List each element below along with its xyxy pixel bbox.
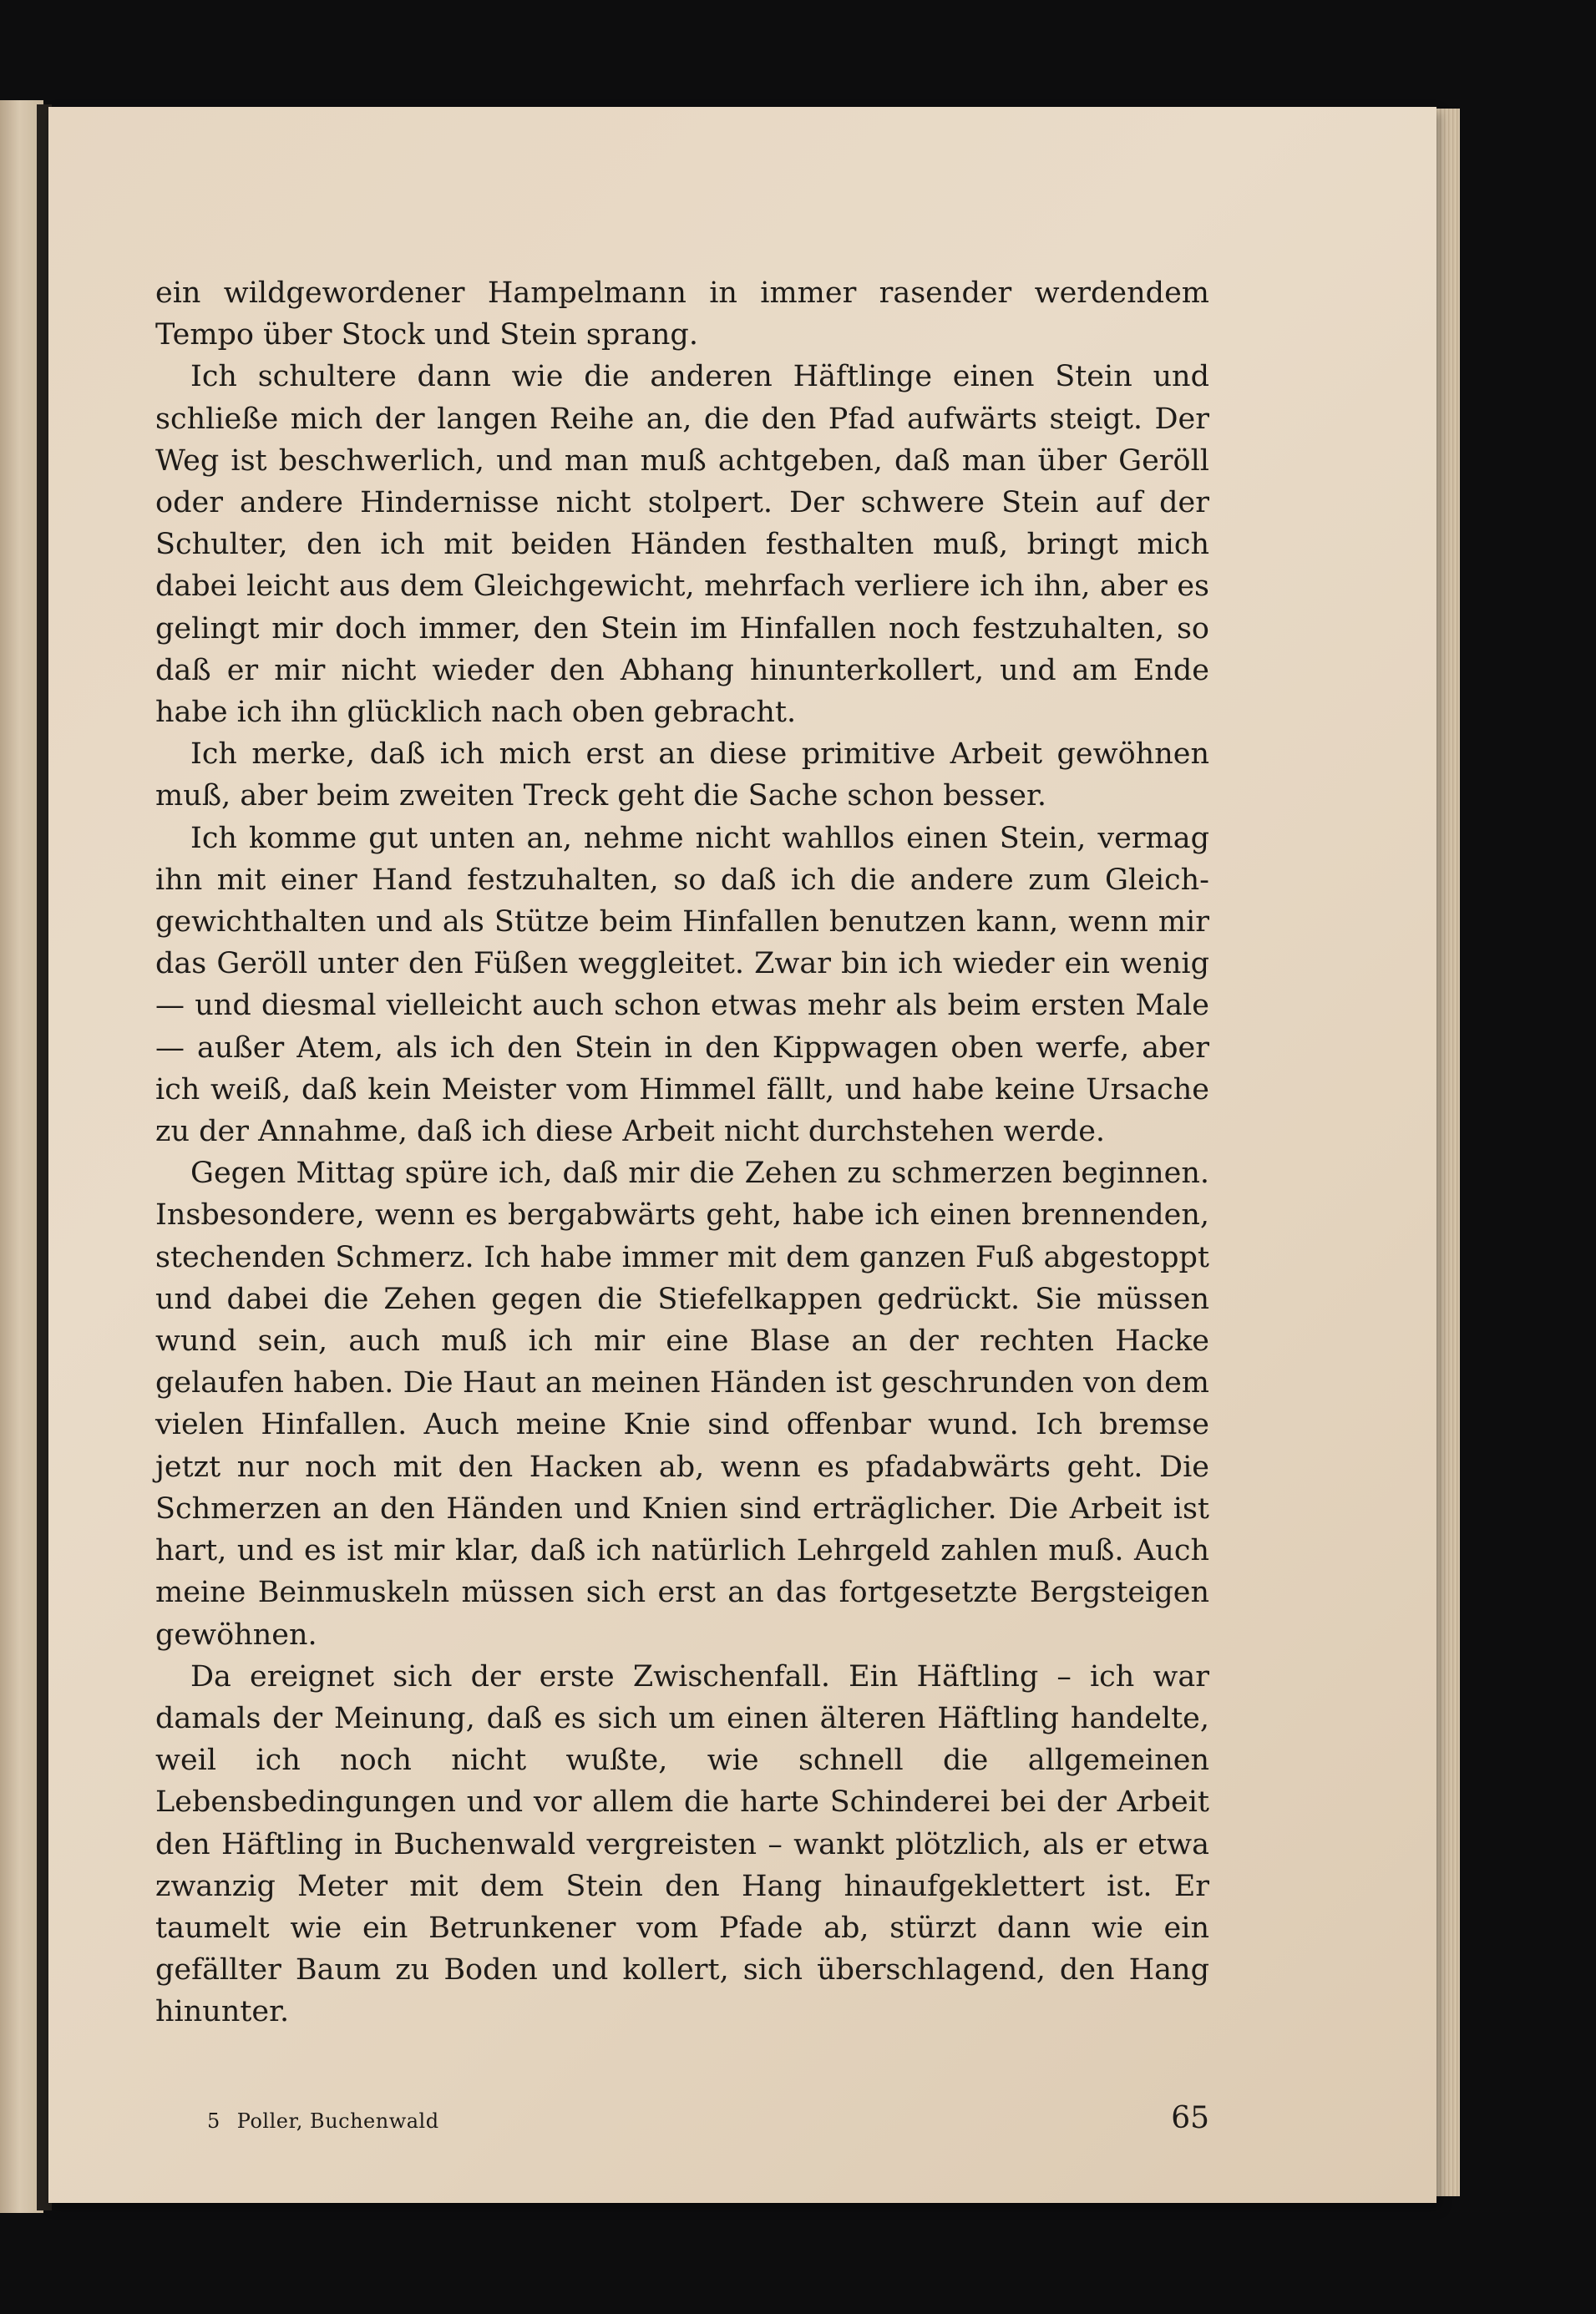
page-number: 65 <box>1171 2101 1209 2135</box>
paragraph-continued: ein wildgewordener Hampelmann in immer rasender werdendem Tempo über Stock und Stein sprang. <box>155 276 1209 352</box>
signature-number: 5 <box>207 2109 220 2133</box>
signature-title: Poller, Buchenwald <box>236 2109 439 2133</box>
paragraph: Ich merke, daß ich mich erst an diese primitive Arbeit gewöhnen muß, aber beim zweiten Treck geht die Sache schon besser. <box>155 737 1209 813</box>
paragraph: Ich schultere dann wie die anderen Häftlinge einen Stein und schließe mich der langen Reihe an, die den Pfad aufwärts steigt. Der Weg ist beschwerlich, und man muß achtgeben, daß man über Geröll oder andere Hindernisse nicht stolpert. Der schwere Stein auf der Schulter, den ich mit beiden Händen festhalten muß, bringt mich dabei leicht aus dem Gleichgewicht, mehrfach verliere ich ihn, aber es gelingt mir doch immer, den Stein im Hinfallen noch festzuhalten, so daß er mir nicht wieder den Abhang hinunterkollert, und am Ende habe ich ihn glücklich nach oben gebracht. <box>155 360 1209 730</box>
printer-signature <box>207 2109 439 2133</box>
paragraph: Ich komme gut unten an, nehme nicht wahllos einen Stein, vermag ihn mit einer Hand festzuhalten, so daß ich die andere zum Gleichgewichthalten und als Stütze beim Hinfallen benutzen kann, wenn mir das Geröll unter den Füßen weggleitet. Zwar bin ich wieder ein wenig — und diesmal vielleicht auch schon etwas mehr als beim ersten Male — außer Atem, als ich den Stein in den Kippwagen oben werfe, aber ich weiß, daß kein Meister vom Himmel fällt, und habe keine Ursache zu der Annahme, daß ich diese Arbeit nicht durchstehen werde. <box>155 821 1209 1149</box>
book-page <box>48 107 1436 2203</box>
body-text <box>155 272 1209 2033</box>
paragraph: Gegen Mittag spüre ich, daß mir die Zehen zu schmerzen beginnen. Insbesondere, wenn es bergabwärts geht, habe ich einen brennenden, stechenden Schmerz. Ich habe immer mit dem ganzen Fuß abgestoppt und dabei die Zehen gegen die Stiefelkappen gedrückt. Sie müssen wund sein, auch muß ich mir eine Blase an der rechten Hacke gelaufen haben. Die Haut an meinen Händen ist geschrunden von dem vielen Hinfallen. Auch meine Knie sind offenbar wund. Ich bremse jetzt nur noch mit den Hacken ab, wenn es pfadabwärts geht. Die Schmerzen an den Händen und Knien sind erträglicher. Die Arbeit ist hart, und es ist mir klar, daß ich natürlich Lehrgeld zahlen muß. Auch meine Beinmuskeln müssen sich erst an das fortgesetzte Bergsteigen gewöhnen. <box>155 1157 1209 1652</box>
paragraph: Da ereignet sich der erste Zwischenfall. Ein Häftling – ich war damals der Meinung, daß es sich um einen älteren Häftling handelte, weil ich noch nicht wußte, wie schnell die allgemeinen Lebensbedingungen und vor allem die harte Schinderei bei der Arbeit den Häftling in Buchenwald vergreisten – wankt plötzlich, als er etwa zwanzig Meter mit dem Stein den Hang hinaufgeklettert ist. Er taumelt wie ein Betrunkener vom Pfade ab, stürzt dann wie ein gefällter Baum zu Boden und kollert, sich überschlagend, den Hang hinunter. <box>155 1659 1209 2029</box>
